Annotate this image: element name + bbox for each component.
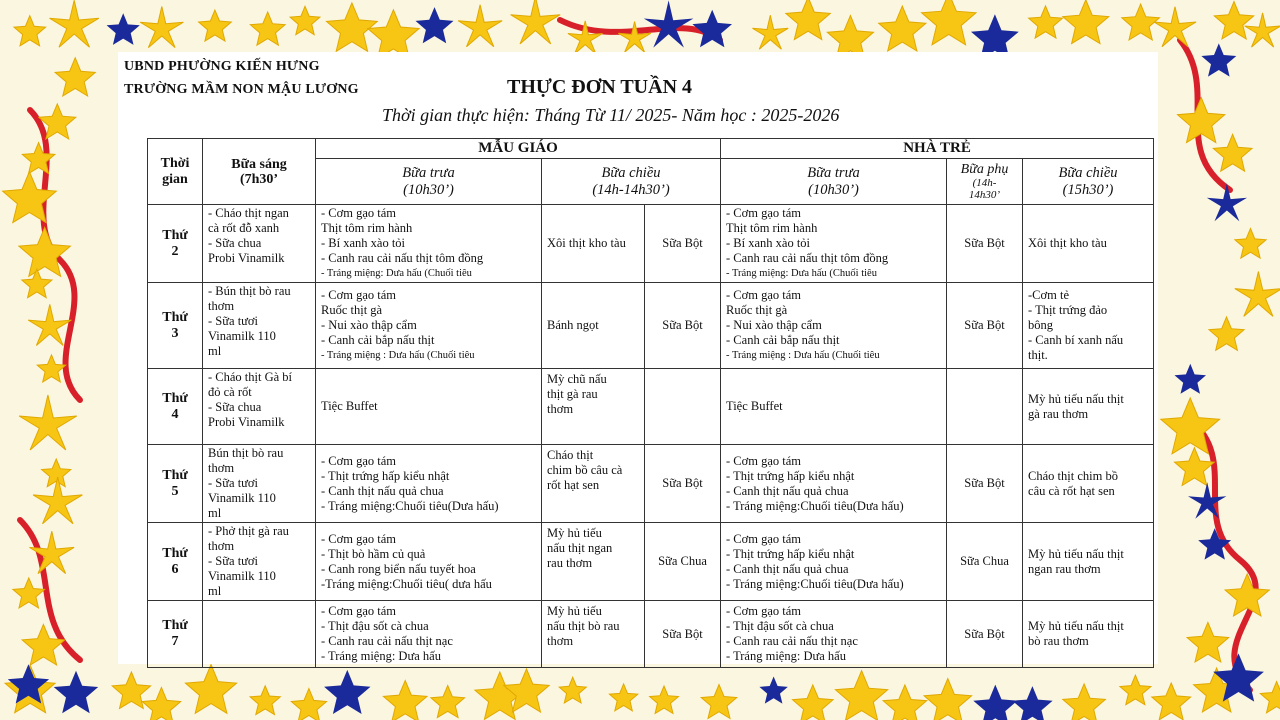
day-number: 5	[171, 483, 179, 499]
header-time	[148, 139, 203, 205]
breakfast-line: Vinamilk 110	[208, 569, 276, 583]
mg-lunch-line: - Canh thịt nấu quả chua	[321, 483, 444, 498]
breakfast-line: - Sữa chua	[208, 236, 262, 250]
gold-star-icon	[199, 10, 232, 41]
header-nt-snack	[947, 159, 1023, 205]
mg-lunch-line: - Bí xanh xào tỏi	[321, 236, 406, 250]
day-number: 7	[171, 634, 179, 649]
breakfast-line: - Sữa chua	[208, 400, 262, 414]
gold-star-icon	[793, 685, 834, 720]
mg-lunch-line: - Tráng miệng:Chuối tiêu(Dưa hấu)	[321, 498, 499, 513]
gold-star-icon	[383, 681, 427, 720]
breakfast-cell	[203, 445, 316, 523]
breakfast-cell	[203, 523, 316, 601]
mg-lunch-line: - Tráng miệng: Dưa hấu	[321, 649, 441, 663]
gold-star-icon	[1120, 675, 1151, 705]
nt-afternoon-line: câu cà rốt hạt sen	[1028, 483, 1115, 498]
gold-star-icon	[701, 685, 737, 719]
gold-star-icon	[1213, 134, 1252, 171]
nt-lunch-cell: Tiệc Buffet	[721, 369, 947, 445]
gold-star-icon	[22, 143, 55, 174]
mg-lunch-line: - Canh cải bắp nấu thịt	[321, 333, 435, 347]
breakfast-line: ml	[208, 584, 222, 598]
gold-star-icon	[33, 477, 82, 524]
gold-star-icon	[786, 0, 831, 40]
header-time-text: Thời gian	[160, 155, 190, 187]
gold-star-icon	[291, 689, 326, 720]
nt-snack-cell: Sữa Bột	[947, 601, 1023, 668]
mg-lunch-line: - Cơm gạo tám	[321, 288, 396, 302]
day-label: Thứ	[162, 309, 188, 325]
breakfast-cell	[203, 283, 316, 369]
breakfast-line: - Sữa tươi	[208, 554, 259, 568]
gold-star-icon	[753, 15, 789, 49]
org-line-school: TRƯỜNG MẦM NON MẬU LƯƠNG	[124, 82, 359, 97]
blue-star-icon	[692, 10, 732, 48]
nt-lunch-line: - Thịt trứng hấp kiểu nhật	[726, 546, 855, 561]
nt-lunch-line: - Canh cải bắp nấu thịt	[726, 333, 840, 347]
day-cell	[148, 283, 203, 369]
nt-afternoon-line: - Thịt trứng đảo	[1028, 303, 1108, 317]
blue-star-icon	[644, 0, 694, 47]
mg-afternoon-milk-cell: Sữa Bột	[645, 283, 721, 369]
header-mg-afternoon-l1: Bữa chiều	[601, 164, 661, 181]
table-row	[148, 369, 1154, 445]
table-row	[148, 523, 1154, 601]
breakfast-line: - Bún thịt bò rau	[208, 284, 291, 298]
nt-afternoon-cell	[1023, 523, 1154, 601]
day-cell	[148, 445, 203, 523]
gold-star-icon	[22, 269, 52, 298]
nt-lunch-line: - Cơm gạo tám	[726, 531, 802, 546]
mg-lunch-line: - Canh rau cải nấu thịt nạc	[321, 634, 453, 648]
nt-snack-cell	[947, 369, 1023, 445]
mg-lunch-line: - Cơm gạo tám	[321, 206, 396, 220]
nt-lunch-line: Thịt tôm rim hành	[726, 221, 818, 235]
nt-lunch-line: - Tráng miệng: Dưa hấu	[726, 649, 846, 663]
mg-afternoon-milk-cell: Sữa Bột	[645, 445, 721, 523]
nt-lunch-line: - Cơm gạo tám	[726, 206, 802, 220]
breakfast-line: thơm	[208, 539, 235, 553]
day-number: 4	[171, 406, 179, 422]
gold-star-icon	[1214, 2, 1253, 39]
blue-star-icon	[324, 670, 370, 714]
header-mg-lunch-l2: (10h30’)	[403, 181, 454, 198]
mg-lunch-line: - Tráng miệng : Dưa hấu (Chuối tiêu	[321, 350, 475, 361]
gold-star-icon	[28, 304, 71, 345]
mg-lunch-line: -Tráng miệng:Chuối tiêu( dưa hấu	[321, 576, 492, 591]
gold-star-icon	[19, 395, 77, 450]
breakfast-line: đỏ cà rốt	[208, 385, 252, 399]
header-mg-lunch-l1: Bữa trưa	[402, 164, 455, 181]
mg-afternoon-milk-cell	[645, 369, 721, 445]
gold-star-icon	[1209, 317, 1244, 350]
mg-afternoon-food-line: Mỳ hủ tiếu	[547, 526, 602, 540]
header-nt-lunch-l1: Bữa trưa	[807, 164, 860, 181]
gold-star-icon	[140, 7, 183, 48]
mg-lunch-line: - Nui xào thập cẩm	[321, 318, 417, 332]
nt-snack-cell: Sữa Bột	[947, 205, 1023, 283]
header-mg-afternoon-l2: (14h-14h30’)	[592, 181, 670, 198]
nt-lunch-line: - Canh thịt nấu quả chua	[726, 483, 849, 498]
breakfast-line: ml	[208, 344, 222, 358]
breakfast-line: - Cháo thịt Gà bí	[208, 370, 293, 384]
blue-star-icon	[107, 13, 140, 45]
gold-star-icon	[14, 16, 46, 46]
header-breakfast-text: Bữa sáng (7h30’	[231, 156, 287, 187]
breakfast-line: - Cháo thịt ngan	[208, 206, 289, 220]
nt-snack-cell: Sữa Bột	[947, 283, 1023, 369]
mg-afternoon-milk-cell: Sữa Bột	[645, 205, 721, 283]
nt-lunch-line: - Tráng miệng:Chuối tiêu(Dưa hấu)	[726, 576, 904, 591]
day-label: Thứ	[162, 467, 188, 483]
gold-star-icon	[835, 671, 887, 720]
breakfast-line: thơm	[208, 461, 235, 475]
mg-afternoon-food-line: nấu thịt ngan	[547, 541, 613, 555]
table-row	[148, 205, 1154, 283]
blue-star-icon	[54, 671, 98, 713]
gold-star-icon	[1154, 7, 1196, 47]
header-group-preschool: MẪU GIÁO	[316, 139, 721, 159]
gold-star-icon	[1063, 0, 1109, 44]
nt-afternoon-line: gà rau thơm	[1028, 406, 1089, 421]
mg-lunch-line: - Thịt bò hầm củ quả	[321, 546, 426, 561]
nt-lunch-cell	[721, 205, 947, 283]
nt-afternoon-cell	[1023, 369, 1154, 445]
blue-star-icon	[1012, 686, 1052, 720]
gold-star-icon	[1122, 4, 1160, 40]
mg-lunch-line: Thịt tôm rim hành	[321, 221, 413, 235]
nt-afternoon-line: ngan rau thơm	[1028, 561, 1101, 576]
blue-star-icon	[973, 685, 1017, 720]
nt-afternoon-cell	[1023, 283, 1154, 369]
nt-lunch-line: - Canh rau cải nấu thịt nạc	[726, 634, 858, 648]
gold-star-icon	[1235, 228, 1266, 258]
mg-afternoon-food-cell	[542, 369, 645, 445]
table-row	[148, 601, 1154, 668]
breakfast-cell	[203, 205, 316, 283]
nt-lunch-line: - Cơm gạo tám	[726, 604, 802, 618]
org-line-ward: UBND PHƯỜNG KIẾN HƯNG	[124, 59, 320, 74]
nt-afternoon-cell	[1023, 445, 1154, 523]
gold-star-icon	[511, 0, 561, 44]
gold-star-icon	[50, 0, 99, 47]
nt-lunch-line: Ruốc thịt gà	[726, 303, 788, 317]
gold-star-icon	[879, 6, 926, 51]
nt-lunch-cell	[721, 283, 947, 369]
day-number: 6	[171, 561, 179, 577]
header-nt-afternoon-l2: (15h30’)	[1062, 181, 1114, 198]
nt-lunch-line: - Cơm gạo tám	[726, 288, 802, 302]
nt-afternoon-line: thịt.	[1028, 348, 1048, 362]
mg-afternoon-food-line: thơm	[547, 634, 574, 648]
blue-star-icon	[1201, 43, 1236, 76]
mg-lunch-cell	[316, 601, 542, 668]
mg-lunch-line: - Canh rau cải nấu thịt tôm đồng	[321, 251, 484, 265]
gold-star-icon	[37, 355, 65, 382]
gold-star-icon	[1029, 6, 1063, 38]
mg-lunch-cell: Tiệc Buffet	[316, 369, 542, 445]
weekly-menu-table	[147, 138, 1154, 668]
nt-lunch-line: - Canh rau cải nấu thịt tôm đồng	[726, 251, 889, 265]
blue-star-icon	[1207, 183, 1247, 221]
breakfast-line: cà rốt đỗ xanh	[208, 221, 280, 235]
nt-lunch-line: - Tráng miệng : Dưa hấu (Chuối tiêu	[726, 350, 880, 361]
mg-lunch-line: - Thịt trứng hấp kiểu nhật	[321, 468, 450, 483]
mg-afternoon-food-cell	[542, 523, 645, 601]
blue-star-icon	[416, 7, 454, 43]
mg-afternoon-food-cell: Bánh ngọt	[542, 283, 645, 369]
header-nt-snack-l2: (14h-	[972, 177, 997, 189]
breakfast-line: Vinamilk 110	[208, 329, 276, 343]
nt-lunch-cell	[721, 523, 947, 601]
nt-afternoon-line: bò rau thơm	[1028, 634, 1089, 648]
day-cell	[148, 601, 203, 668]
day-number: 2	[171, 243, 179, 259]
nt-afternoon-cell	[1023, 601, 1154, 668]
gold-star-icon	[431, 686, 465, 718]
day-label: Thứ	[162, 390, 188, 406]
day-label: Thứ	[162, 618, 188, 633]
breakfast-line: Probi Vinamilk	[208, 251, 285, 265]
nt-lunch-line: - Thịt trứng hấp kiểu nhật	[726, 468, 855, 483]
mg-afternoon-milk-cell: Sữa Bột	[645, 601, 721, 668]
nt-lunch-line: - Bí xanh xào tỏi	[726, 236, 811, 250]
mg-afternoon-food-line: Cháo thịt	[547, 448, 594, 462]
blue-star-icon	[1188, 482, 1226, 519]
mg-afternoon-food-line: nấu thịt bò rau	[547, 619, 620, 633]
nt-lunch-cell	[721, 445, 947, 523]
gold-star-icon	[650, 686, 679, 714]
nt-afternoon-line: Mỳ hủ tiếu nấu thịt	[1028, 391, 1124, 406]
gold-star-icon	[1063, 684, 1106, 720]
mg-afternoon-food-line: chim bồ câu cà	[547, 463, 623, 477]
breakfast-line: Vinamilk 110	[208, 491, 276, 505]
gold-star-icon	[618, 22, 650, 53]
gold-star-icon	[924, 679, 972, 720]
gold-star-icon	[250, 686, 280, 715]
mg-lunch-line: - Thịt đậu sốt cà chua	[321, 619, 429, 633]
nt-lunch-line: - Nui xào thập cẩm	[726, 318, 822, 332]
day-cell	[148, 523, 203, 601]
header-nt-lunch-l2: (10h30’)	[808, 181, 859, 198]
mg-lunch-line: - Canh rong biển nấu tuyết hoa	[321, 561, 476, 576]
nt-lunch-cell	[721, 601, 947, 668]
mg-afternoon-food-cell: Xôi thịt kho tàu	[542, 205, 645, 283]
breakfast-line: Probi Vinamilk	[208, 415, 285, 429]
day-label: Thứ	[162, 227, 188, 243]
gold-star-icon	[250, 12, 285, 45]
nt-afternoon-line: Mỳ hủ tiếu nấu thịt	[1028, 546, 1124, 561]
header-breakfast	[203, 139, 316, 205]
gold-star-icon	[1260, 682, 1280, 713]
header-nt-snack-l3: 14h30’	[968, 189, 1001, 201]
page-title: THỰC ĐƠN TUẦN 4	[507, 76, 693, 98]
gold-star-icon	[142, 688, 181, 720]
mg-lunch-cell	[316, 205, 542, 283]
breakfast-line: thơm	[208, 299, 235, 313]
breakfast-line: - Sữa tươi	[208, 476, 259, 490]
mg-afternoon-food-cell	[542, 601, 645, 668]
breakfast-line: - Sữa tươi	[208, 314, 259, 328]
mg-afternoon-food-line: thơm	[547, 402, 574, 416]
nt-lunch-line: - Cơm gạo tám	[726, 453, 802, 468]
mg-afternoon-milk-cell: Sữa Chua	[645, 523, 721, 601]
day-cell	[148, 205, 203, 283]
nt-lunch-line: - Tráng miệng: Dưa hấu (Chuối tiêu	[726, 268, 877, 279]
nt-snack-cell: Sữa Bột	[947, 445, 1023, 523]
breakfast-cell	[203, 601, 316, 668]
gold-star-icon	[559, 677, 586, 703]
gold-star-icon	[1187, 622, 1229, 662]
nt-lunch-line: - Tráng miệng:Chuối tiêu(Dưa hấu)	[726, 498, 904, 513]
gold-star-icon	[458, 5, 502, 47]
mg-afternoon-food-line: Mỳ hủ tiếu	[547, 604, 602, 618]
gold-star-icon	[19, 227, 71, 276]
nt-afternoon-line: - Canh bí xanh nấu	[1028, 333, 1124, 347]
mg-afternoon-food-line: rau thơm	[547, 556, 593, 570]
day-cell	[148, 369, 203, 445]
day-label: Thứ	[162, 545, 188, 561]
menu-body	[148, 205, 1154, 668]
mg-lunch-line: - Cơm gạo tám	[321, 453, 396, 468]
breakfast-line: ml	[208, 506, 222, 520]
gold-star-icon	[1152, 683, 1191, 720]
gold-star-icon	[609, 684, 637, 711]
header-group-nursery: NHÀ TRẺ	[721, 139, 1154, 159]
gold-star-icon	[185, 665, 236, 714]
mg-afternoon-food-line: Mỳ chũ nấu	[547, 372, 607, 386]
blue-star-icon	[1198, 528, 1231, 559]
mg-lunch-line: Ruốc thịt gà	[321, 303, 383, 317]
mg-lunch-line: - Cơm gạo tám	[321, 531, 396, 546]
mg-lunch-line: - Cơm gạo tám	[321, 604, 396, 618]
breakfast-line: - Phở thịt gà rau	[208, 524, 289, 538]
header-mg-afternoon	[542, 159, 721, 205]
gold-star-icon	[1235, 272, 1280, 317]
nt-afternoon-line: Mỳ hủ tiếu nấu thịt	[1028, 619, 1124, 633]
gold-star-icon	[922, 0, 976, 45]
gold-star-icon	[290, 6, 320, 34]
mg-afternoon-food-cell	[542, 445, 645, 523]
nt-snack-cell: Sữa Chua	[947, 523, 1023, 601]
blue-star-icon	[1175, 364, 1207, 394]
mg-lunch-cell	[316, 445, 542, 523]
mg-lunch-cell	[316, 523, 542, 601]
mg-afternoon-food-line: rốt hạt sen	[547, 478, 600, 492]
day-number: 3	[171, 325, 179, 341]
breakfast-line: Bún thịt bò rau	[208, 446, 284, 460]
table-row	[148, 445, 1154, 523]
nt-afternoon-line: bông	[1028, 318, 1054, 332]
nt-afternoon-cell: Xôi thịt kho tàu	[1023, 205, 1154, 283]
gold-star-icon	[1178, 98, 1225, 143]
gold-star-icon	[55, 58, 95, 96]
table-row	[148, 283, 1154, 369]
breakfast-cell	[203, 369, 316, 445]
gold-star-icon	[883, 685, 927, 720]
gold-star-icon	[327, 3, 378, 51]
header-nt-afternoon	[1023, 159, 1154, 205]
nt-lunch-line: - Thịt đậu sốt cà chua	[726, 619, 834, 633]
nt-afternoon-line: -Cơm tẻ	[1028, 288, 1069, 302]
mg-afternoon-food-line: thịt gà rau	[547, 387, 598, 401]
header-nt-snack-l1: Bữa phụ	[960, 162, 1009, 177]
blue-star-icon	[759, 677, 787, 704]
header-nt-lunch	[721, 159, 947, 205]
nt-afternoon-line: Cháo thịt chim bồ	[1028, 468, 1118, 483]
mg-lunch-cell	[316, 283, 542, 369]
nt-lunch-line: - Canh thịt nấu quả chua	[726, 561, 849, 576]
gold-star-icon	[13, 578, 45, 608]
page-subtitle: Thời gian thực hiện: Tháng Từ 11/ 2025- Năm học : 2025-2026	[382, 105, 840, 125]
mg-lunch-line: - Tráng miệng: Dưa hấu (Chuối tiêu	[321, 268, 472, 279]
header-mg-lunch	[316, 159, 542, 205]
header-nt-afternoon-l1: Bữa chiều	[1058, 164, 1118, 181]
